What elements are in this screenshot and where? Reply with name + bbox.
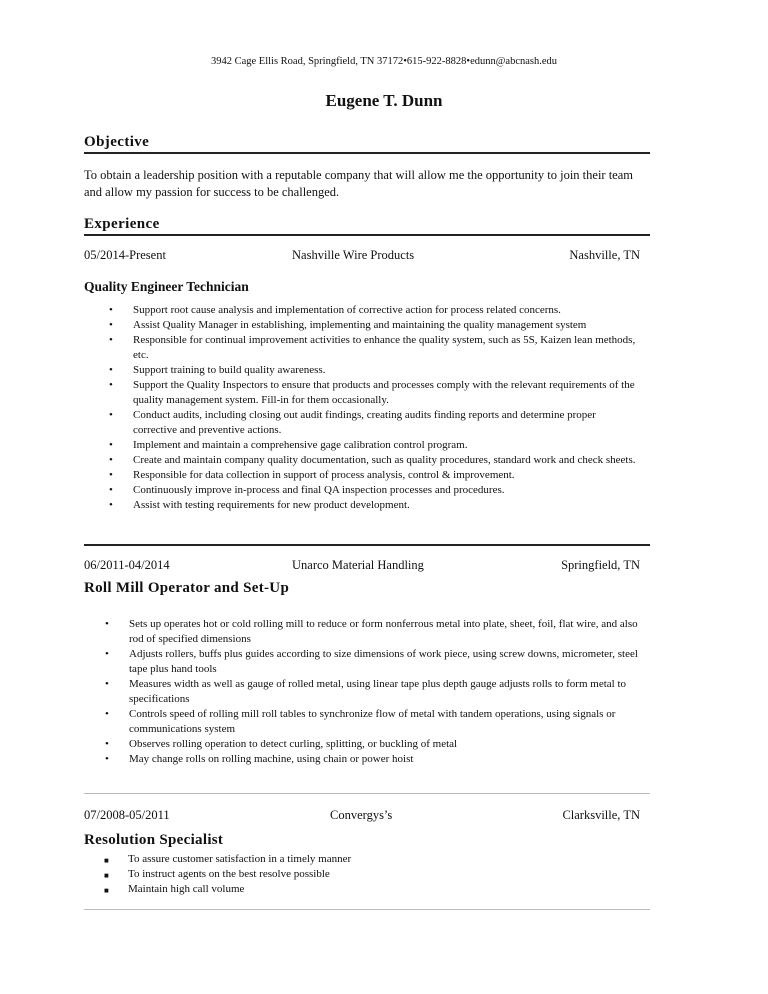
job-bullet-item <box>109 378 638 408</box>
section-divider <box>84 234 650 236</box>
job-bullet-item <box>109 483 638 498</box>
objective-text: To obtain a leadership position with a reputable company that will allow me the opportunity to join their team and allow my passion for success to be challenged. <box>84 168 633 199</box>
job-bullet-item <box>109 333 638 363</box>
job-location: Springfield, TN <box>561 558 640 572</box>
contact-line: 3942 Cage Ellis Road, Springfield, TN 37172•615-922-8828•edunn@abcnash.edu <box>210 56 558 67</box>
bullet-text: Adjusts rollers, buffs plus guides according to size dimensions of work piece, using screw downs, micrometer, steel tape plus hand tools <box>129 648 638 675</box>
job-title: Roll Mill Operator and Set-Up <box>84 580 290 596</box>
job-dates: 05/2014-Present <box>84 248 166 262</box>
section-divider <box>84 152 650 154</box>
job-bullet-item <box>109 468 638 483</box>
section-divider <box>84 793 650 794</box>
applicant-name: Eugene T. Dunn <box>325 91 443 110</box>
bullet-text: Measures width as well as gauge of rolled metal, using linear tape plus depth gauge adjusts rolls to form metal to specifications <box>129 678 627 705</box>
bullet-text: Responsible for data collection in support of process analysis, control & improvement. <box>133 469 515 481</box>
bullet-marker: • <box>109 379 113 391</box>
bullet-text: Sets up operates hot or cold rolling mill to reduce or form nonferrous metal into plate, sheet, foil, flat wire, and also rod of specified dimensions <box>129 618 638 645</box>
bullet-marker: ■ <box>104 871 109 880</box>
bullet-marker: • <box>105 753 109 765</box>
bullet-marker: • <box>109 484 113 496</box>
bullet-marker: • <box>105 738 109 750</box>
bullet-marker: • <box>109 319 113 331</box>
job-company: Unarco Material Handling <box>292 558 424 572</box>
bullet-text: Continuously improve in-process and final QA inspection processes and procedures. <box>133 484 505 496</box>
objective-heading: Objective <box>84 134 150 150</box>
section-divider <box>84 909 650 910</box>
job-title: Quality Engineer Technician <box>84 279 249 294</box>
bullet-text: Assist with testing requirements for new product development. <box>133 499 410 511</box>
bullet-text: Maintain high call volume <box>128 883 245 895</box>
job-bullet-item <box>109 438 638 453</box>
bullet-marker: • <box>109 364 113 376</box>
bullet-text: Controls speed of rolling mill roll tables to synchronize flow of metal with tandem operations, using signals or communications system <box>129 708 616 735</box>
bullet-marker: • <box>109 409 113 421</box>
bullet-marker: • <box>109 454 113 466</box>
job-bullet-item <box>105 677 641 707</box>
bullet-text: Observes rolling operation to detect curling, splitting, or buckling of metal <box>129 738 458 750</box>
job-bullet-list <box>104 852 628 897</box>
bullet-marker: • <box>109 439 113 451</box>
job-bullet-item <box>109 318 638 333</box>
bullet-text: Support root cause analysis and implementation of corrective action for process related concerns. <box>133 304 561 316</box>
job-bullet-item <box>105 617 641 647</box>
job-bullet-item <box>109 453 638 468</box>
bullet-text: To assure customer satisfaction in a timely manner <box>128 853 352 865</box>
bullet-marker: • <box>109 469 113 481</box>
job-bullet-item <box>105 737 641 752</box>
job-bullet-item <box>109 303 638 318</box>
bullet-marker: • <box>109 304 113 316</box>
bullet-text: Assist Quality Manager in establishing, implementing and maintaining the quality management system <box>133 319 587 331</box>
job-dates: 06/2011-04/2014 <box>84 558 170 572</box>
job-bullet-item <box>104 867 628 882</box>
job-bullet-item <box>105 752 641 767</box>
bullet-text: Responsible for continual improvement activities to enhance the quality system, such as 5S, Kaizen lean methods, etc. <box>133 334 636 361</box>
job-location: Nashville, TN <box>569 248 640 262</box>
bullet-text: To instruct agents on the best resolve possible <box>128 868 330 880</box>
bullet-text: Conduct audits, including closing out audit findings, creating audits finding reports and determine proper corrective and preventive actions. <box>133 409 596 436</box>
bullet-text: May change rolls on rolling machine, using chain or power hoist <box>129 753 414 765</box>
bullet-marker: ■ <box>104 856 109 865</box>
job-bullet-item <box>104 882 628 897</box>
job-company: Nashville Wire Products <box>292 248 415 262</box>
job-dates: 07/2008-05/2011 <box>84 808 170 822</box>
job-title: Resolution Specialist <box>84 832 224 848</box>
job-bullet-item <box>109 408 638 438</box>
bullet-marker: • <box>105 618 109 630</box>
bullet-marker: • <box>105 648 109 660</box>
bullet-text: Create and maintain company quality documentation, such as quality procedures, standard work and check sheets. <box>133 454 636 466</box>
bullet-text: Support training to build quality awareness. <box>133 364 326 376</box>
job-bullet-item <box>109 363 638 378</box>
job-bullet-list <box>109 303 638 513</box>
bullet-marker: • <box>109 334 113 346</box>
bullet-marker: • <box>105 678 109 690</box>
job-bullet-item <box>105 707 641 737</box>
experience-heading: Experience <box>84 216 160 232</box>
job-company: Convergys’s <box>330 808 393 822</box>
bullet-marker: ■ <box>104 886 109 895</box>
bullet-text: Implement and maintain a comprehensive gage calibration control program. <box>133 439 468 451</box>
job-bullet-list <box>105 617 641 767</box>
job-bullet-item <box>109 498 638 513</box>
job-bullet-item <box>104 852 628 867</box>
job-location: Clarksville, TN <box>562 808 640 822</box>
bullet-marker: • <box>105 708 109 720</box>
bullet-text: Support the Quality Inspectors to ensure that products and processes comply with the relevant requirements of the quality management system. Fill-in for them occasionally. <box>133 379 635 406</box>
bullet-marker: • <box>109 499 113 511</box>
section-divider <box>84 544 650 546</box>
job-bullet-item <box>105 647 641 677</box>
